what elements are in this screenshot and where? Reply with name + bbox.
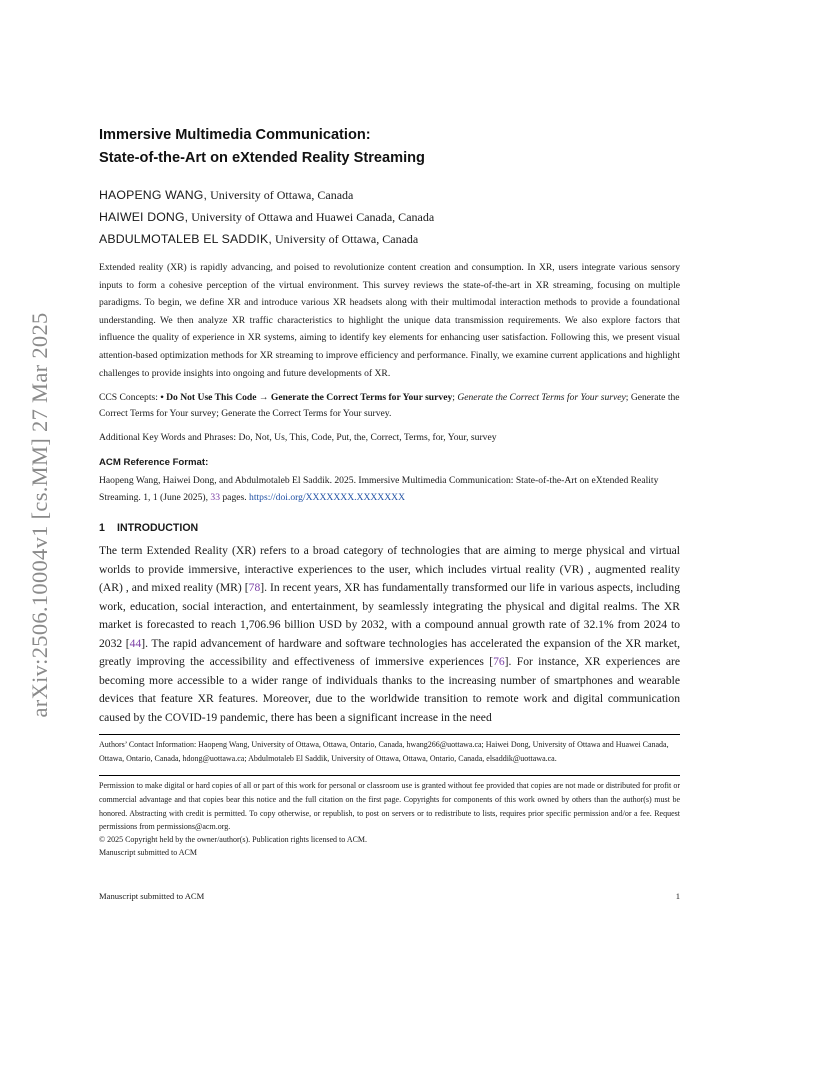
title-line-2: State-of-the-Art on eXtended Reality Streaming: [99, 150, 425, 166]
author-affiliation: University of Ottawa, Canada: [207, 188, 354, 202]
doi-link[interactable]: https://doi.org/XXXXXXX.XXXXXXX: [249, 492, 406, 504]
author-list: [99, 184, 680, 250]
reference-pages-suffix: pages.: [219, 492, 250, 504]
footnote-divider: [99, 734, 680, 735]
page-count-link[interactable]: 33: [210, 492, 220, 504]
page-number: 1: [675, 891, 680, 901]
ccs-italic-term: Generate the Correct Terms for Your survey: [457, 392, 626, 404]
acm-reference-label: ACM Reference Format:: [99, 457, 209, 469]
ccs-rest: ; Generate the Correct Terms for Your survey; Generate the Correct Terms for Your survey.: [99, 392, 680, 420]
intro-paragraph: [99, 542, 680, 727]
copyright-notice: © 2025 Copyright held by the owner/author(s). Publication rights licensed to ACM.: [99, 834, 368, 844]
abstract: Extended reality (XR) is rapidly advancing, and poised to revolutionize content creation and consumption. In XR, users integrate various sensory inputs to form a cohesive perception of the virtual environment. This survey reviews the state-of-the-art in XR streaming, focusing on multiple paradigms. To begin, we define XR and introduce various XR headsets along with their multimodal interaction methods to provide a foundational understanding. We then analyze XR traffic characteristics to highlight the unique data transmission requirements. We also explore factors that influence the quality of experience in XR systems, aiming to identify key elements for enhancing user satisfaction. Following this, we present visual attention-based optimization methods for XR streaming to improve efficiency and performance. Finally, we examine current applications and highlight challenges to provide insights into ongoing and future developments of XR.: [99, 262, 680, 379]
intro-text: The term Extended Reality (XR) refers to a broad category of technologies that are aiming to merge physical and virtual worlds to provide immersive, interactive experiences to the user, which includes virtual reality (VR) , augmented reality (AR) , and mixed reality (MR) [: [99, 544, 680, 595]
permission-divider: [99, 775, 680, 776]
arxiv-identifier-sidebar: [20, 270, 60, 760]
author-name: HAIWEI DONG,: [99, 210, 189, 224]
author-entry: [99, 228, 680, 250]
author-name: ABDULMOTALEB EL SADDIK,: [99, 232, 272, 246]
section-number: 1: [99, 522, 105, 535]
section-heading: [99, 520, 680, 536]
reference-body: Haopeng Wang, Haiwei Dong, and Abdulmotaleb El Saddik. 2025. Immersive Multimedia Communication: State-of-the-Art on eXtended Reality Streaming. 1, 1 (June 2025),: [99, 475, 659, 504]
title-line-1: Immersive Multimedia Communication:: [99, 127, 371, 143]
intro-text: ]. The rapid advancement of hardware and software technologies has accelerated the expansion of the XR market, greatly improving the accessibility and effectiveness of immersive experiences [: [99, 636, 680, 669]
author-affiliation: University of Ottawa, Canada: [271, 232, 419, 246]
ccs-separator: ;: [452, 392, 458, 404]
paper-page: [99, 124, 680, 859]
citation-link[interactable]: 44: [129, 636, 142, 650]
author-contact-footnote: Authors’ Contact Information: Haopeng Wang, University of Ottawa, Ottawa, Ontario, Canada, hwang266@uottawa.ca; Haiwei Dong, University of Ottawa and Huawei Canada, Ottawa, Ontario, Canada, hdong@uottawa.ca; Abdulmotaleb El Saddik, University of Ottawa, Ottawa, Ontario, Canada, elsaddik@uottawa.ca.: [99, 740, 669, 763]
citation-link[interactable]: 78: [248, 581, 261, 595]
permission-notice: Permission to make digital or hard copies of all or part of this work for personal or classroom use is granted without fee provided that copies are not made or distributed for profit or commercial advantage and that copies bear this notice and the full citation on the first page. Copyrights for components of this work owned by others than the author(s) must be honored. Abstracting with credit is permitted. To copy otherwise, or republish, to post on servers or to redistribute to lists, requires prior specific permission and/or a fee. Request permissions from permissions@acm.org.: [99, 781, 680, 832]
manuscript-notice: Manuscript submitted to ACM: [99, 847, 197, 857]
keywords: Additional Key Words and Phrases: Do, Not, Us, This, Code, Put, the, Correct, Terms, for, Your, survey: [99, 432, 497, 444]
author-entry: [99, 206, 680, 228]
author-name: HAOPENG WANG,: [99, 188, 208, 202]
acm-reference-text: [99, 472, 680, 506]
citation-link[interactable]: 76: [493, 655, 505, 669]
intro-text: ]. For instance, XR experiences are becoming more accessible to a wider range of individuals thanks to the increasing number of smartphones and wearable devices that feature XR features. Moreover, due to the worldwide transition to remote work and digital communication caused by the COVID-19 pandemic, there has been a significant increase in the need: [99, 655, 680, 724]
intro-text: ]. In recent years, XR has fundamentally transformed our life in various aspects, including work, education, social interaction, and entertainment, by seamlessly integrating the physical and digital realms. The XR market is forecasted to reach 1,706.96 billion USD by 2032, with a compound annual growth rate of 32.1% from 2024 to 2032 [: [99, 581, 680, 650]
author-affiliation: University of Ottawa and Huawei Canada, Canada: [188, 210, 435, 224]
ccs-prefix: CCS Concepts:: [99, 392, 161, 404]
ccs-concepts: [99, 390, 680, 422]
ccs-bold-term: • Do Not Use This Code → Generate the Correct Terms for Your survey: [160, 392, 453, 404]
footer-left-text: Manuscript submitted to ACM: [99, 891, 205, 901]
author-entry: [99, 184, 680, 206]
paper-title: [99, 124, 680, 170]
section-title: INTRODUCTION: [117, 522, 199, 535]
page-footer: [99, 891, 680, 901]
arxiv-identifier-text: arXiv:2506.10004v1 [cs.MM] 27 Mar 2025: [27, 312, 52, 718]
